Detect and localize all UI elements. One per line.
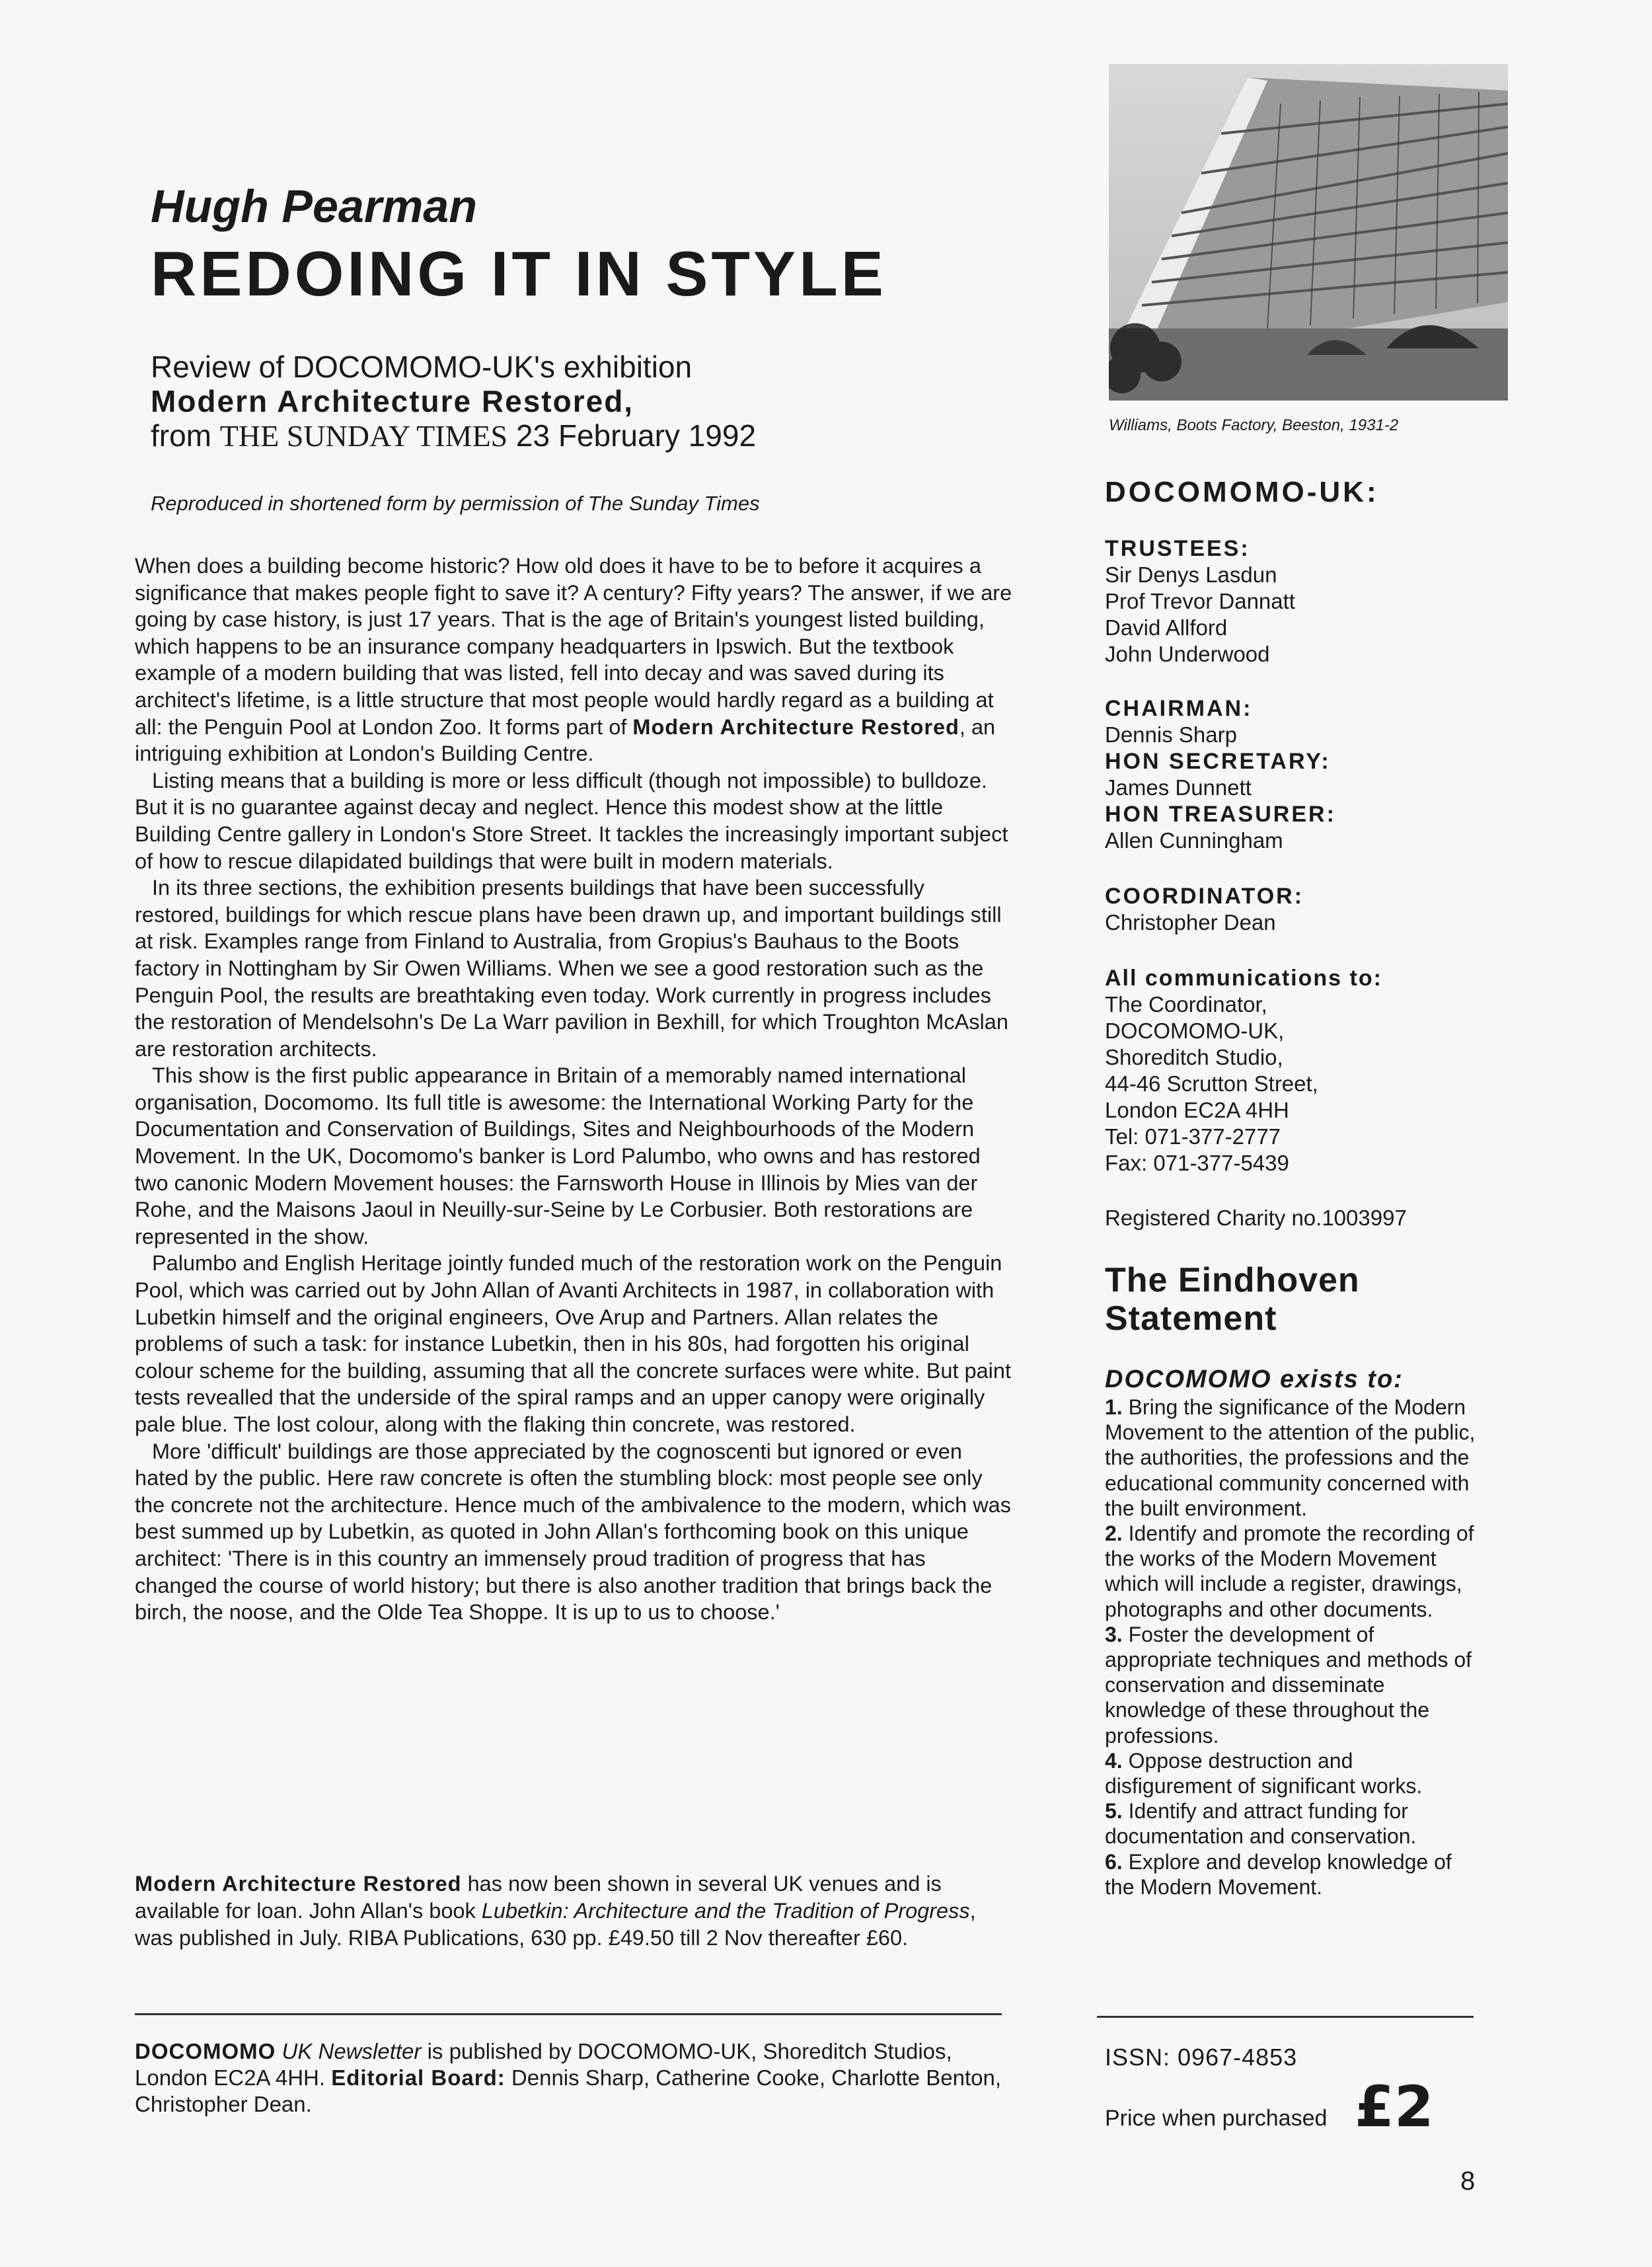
newsletter-name-italic: UK Newsletter [282,2039,422,2063]
aim-text: Foster the development of appropriate techniques and methods of conservation and disseminate knowledge of these throughout the professions. [1105,1622,1472,1748]
aim-number: 3. [1105,1622,1123,1646]
article-paragraph: Listing means that a building is more or less difficult (though not impossible) to bulldoze. But it is no guarantee against decay and neglect. Hence this modest show at the little Building Centre gallery in London's Store Street. It tackles the increasingly important subject of how to rescue dilapidated buildings that were built in modern materials. [135,768,1008,873]
closing-note [135,1870,1014,1952]
statement-heading [1105,1261,1360,1338]
newsletter-name: DOCOMOMO [135,2039,276,2063]
aim-item [1105,1395,1482,1521]
address-line: Shoreditch Studio, [1105,1045,1283,1069]
editorial-board-label: Editorial Board: [331,2065,506,2090]
fax: Fax: 071-377-5439 [1105,1151,1289,1175]
coordinator-block [1105,883,1515,936]
aim-item [1105,1748,1482,1798]
photo-caption: Williams, Boots Factory, Beeston, 1931-2 [1109,416,1399,434]
exhibition-name-inline: Modern Architecture Restored [632,714,959,739]
contact-block [1105,965,1515,1176]
chairman-name: Dennis Sharp [1105,722,1237,747]
aim-text: Identify and attract funding for documentation and conservation. [1105,1799,1417,1849]
aim-number: 5. [1105,1799,1123,1824]
aim-text: Identify and promote the recording of the works of the Modern Movement which will include a register, drawings, photographs and other documents. [1105,1521,1474,1621]
secretary-name: James Dunnett [1105,775,1252,800]
boots-factory-photo [1109,64,1508,401]
coordinator-label: COORDINATOR: [1105,884,1304,909]
subtitle-source-paper: THE SUNDAY TIMES [219,419,508,453]
treasurer-name: Allen Cunningham [1105,828,1283,853]
org-heading: DOCOMOMO-UK: [1105,476,1379,508]
address-line: London EC2A 4HH [1105,1098,1289,1122]
treasurer-label: HON TREASURER: [1105,802,1336,827]
newsletter-publisher: is published by DOCOMOMO-UK, Shoreditch Studios, London EC2A 4HH. [135,2039,952,2090]
address-line: The Coordinator, [1105,992,1267,1017]
paragraph-text: , an intriguing exhibition at London's Building Centre. [135,714,996,766]
trustees-block [1105,535,1515,668]
newsletter-credits [135,2038,1014,2118]
trustee-name: John Underwood [1105,642,1270,666]
aim-text: Bring the significance of the Modern Movement to the attention of the public, the authorities, the professions and the educational community concerned with the built environment. [1105,1395,1476,1520]
article-paragraph: More 'difficult' buildings are those appreciated by the cognoscenti but ignored or even hated by the public. Here raw concrete is often the stumbling block: most people see only the concrete not the architecture. Hence much of the ambivalence to the modern, which was best summed up by Lubetkin, as quoted in John Allan's forthcoming book on this unique architect: 'There is in this country an immensely proud tradition of progress that has changed the course of world history; but there is also another tradition that brings back the birch, the noose, and the Olde Tea Shoppe. It is up to us to choose.' [135,1439,1011,1625]
statement-heading-line: The Eindhoven [1105,1261,1360,1299]
reproduction-note: Reproduced in shortened form by permission of The Sunday Times [151,492,760,515]
subtitle-exhibition-name: Modern Architecture Restored, [151,384,634,418]
subtitle-source-date: 23 February 1992 [515,418,757,453]
aim-item [1105,1798,1482,1849]
article-paragraph: Palumbo and English Heritage jointly funded much of the restoration work on the Penguin Pool, which was carried out by John Allan of Avanti Architects in 1987, in collaboration with Lubetkin himself and the original engineers, Ove Arup and Partners. Allan relates the problems of such a task: for instance Lubetkin, then in his 80s, had forgotten his original colour scheme for the building, assuming that all the concrete surfaces were white. But paint tests revealled that the underside of the spiral ramps and an upper canopy were originally pale blue. The lost colour, along with the flaking thin concrete, was restored. [135,1251,1011,1436]
article-paragraph: This show is the first public appearance in Britain of a memorably named international organisation, Docomomo. Its full title is awesome: the International Working Party for the Documentation and Conservation of Buildings, Sites and Neighbourhoods of the Modern Movement. In the UK, Docomomo's banker is Lord Palumbo, who owns and has restored two canonic Modern Movement houses: the Farnsworth House in Illinois by Mies van der Rohe, and the Maisons Jaoul in Neuilly-sur-Seine by Le Corbusier. Both restorations are represented in the show. [135,1063,981,1249]
exists-to-heading: DOCOMOMO exists to: [1105,1365,1404,1393]
address-line: 44-46 Scrutton Street, [1105,1071,1318,1096]
aim-number: 6. [1105,1849,1123,1874]
statement-heading-line: Statement [1105,1299,1277,1338]
communications-label: All communications to: [1105,966,1382,991]
aim-number: 4. [1105,1748,1123,1773]
paragraph-text: When does a building become historic? How old does it have to be to before it acquires a significance that makes people fight to save it? A century? Fifty years? The answer, if we are going by case history, is just 17 years. That is the age of Britain's youngest listed building, which happens to be an insurance company headquarters in Ipswich. But the textbook example of a modern building that was listed, fell into decay and was saved during its architect's lifetime, is a little structure that most people would hardly regard as a building at all: the Penguin Pool at London Zoo. It forms part of [135,554,1012,739]
issn: ISSN: 0967-4853 [1105,2044,1298,2071]
chairman-label: CHAIRMAN: [1105,696,1253,721]
divider [1097,2016,1474,2018]
address-line: DOCOMOMO-UK, [1105,1018,1285,1043]
article-author: Hugh Pearman [151,180,477,232]
closing-exhibition-name: Modern Architecture Restored [135,1872,462,1896]
trustee-name: Sir Denys Lasdun [1105,562,1277,587]
subtitle-source [151,418,756,453]
coordinator-name: Christopher Dean [1105,910,1276,935]
telephone: Tel: 071-377-2777 [1105,1124,1281,1149]
trustee-name: David Allford [1105,615,1228,640]
aim-text: Oppose destruction and disfigurement of significant works. [1105,1748,1423,1798]
charity-number: Registered Charity no.1003997 [1105,1206,1407,1230]
aim-text: Explore and develop knowledge of the Modern Movement. [1105,1849,1452,1899]
aim-number: 1. [1105,1395,1123,1419]
aim-item [1105,1622,1482,1748]
subtitle-source-prefix: from [151,418,211,453]
page-number: 8 [1460,2167,1476,2196]
article-paragraph [135,553,1014,767]
aims-list [1105,1395,1482,1900]
divider [135,2013,1002,2015]
trustee-name: Prof Trevor Dannatt [1105,589,1295,613]
editorial-board-names: Dennis Sharp, Catherine Cooke, Charlotte Benton, Christopher Dean. [135,2065,1002,2116]
officers-block [1105,695,1515,854]
article-body [135,553,1014,1626]
aim-item [1105,1849,1482,1900]
closing-text: , was published in July. RIBA Publications, 630 pp. £49.50 till 2 Nov thereafter £60. [135,1899,976,1950]
article-paragraph: In its three sections, the exhibition presents buildings that have been successfully restored, buildings for which rescue plans have been drawn up, and important buildings still at risk. Examples range from Finland to Australia, from Gropius's Bauhaus to the Boots factory in Nottingham by Sir Owen Williams. When we see a good restoration such as the Penguin Pool, the results are breathtaking even today. Work currently in progress includes the restoration of Mendelsohn's De La Warr pavilion in Bexhill, for which Troughton McAslan are restoration architects. [135,876,1008,1061]
aim-item [1105,1521,1482,1622]
aim-number: 2. [1105,1521,1123,1546]
price-label: Price when purchased [1105,2106,1328,2131]
subtitle-line-1: Review of DOCOMOMO-UK's exhibition [151,350,693,384]
closing-text: has now been shown in several UK venues and is available for loan. John Allan's book [135,1872,942,1923]
building-photo-illustration [1109,64,1508,401]
price-value: £2 [1355,2074,1434,2140]
trustees-label: TRUSTEES: [1105,536,1250,561]
article-headline: REDOING IT IN STYLE [151,239,887,309]
secretary-label: HON SECRETARY: [1105,749,1331,774]
book-title: Lubetkin: Architecture and the Tradition of Progress [481,1899,970,1923]
